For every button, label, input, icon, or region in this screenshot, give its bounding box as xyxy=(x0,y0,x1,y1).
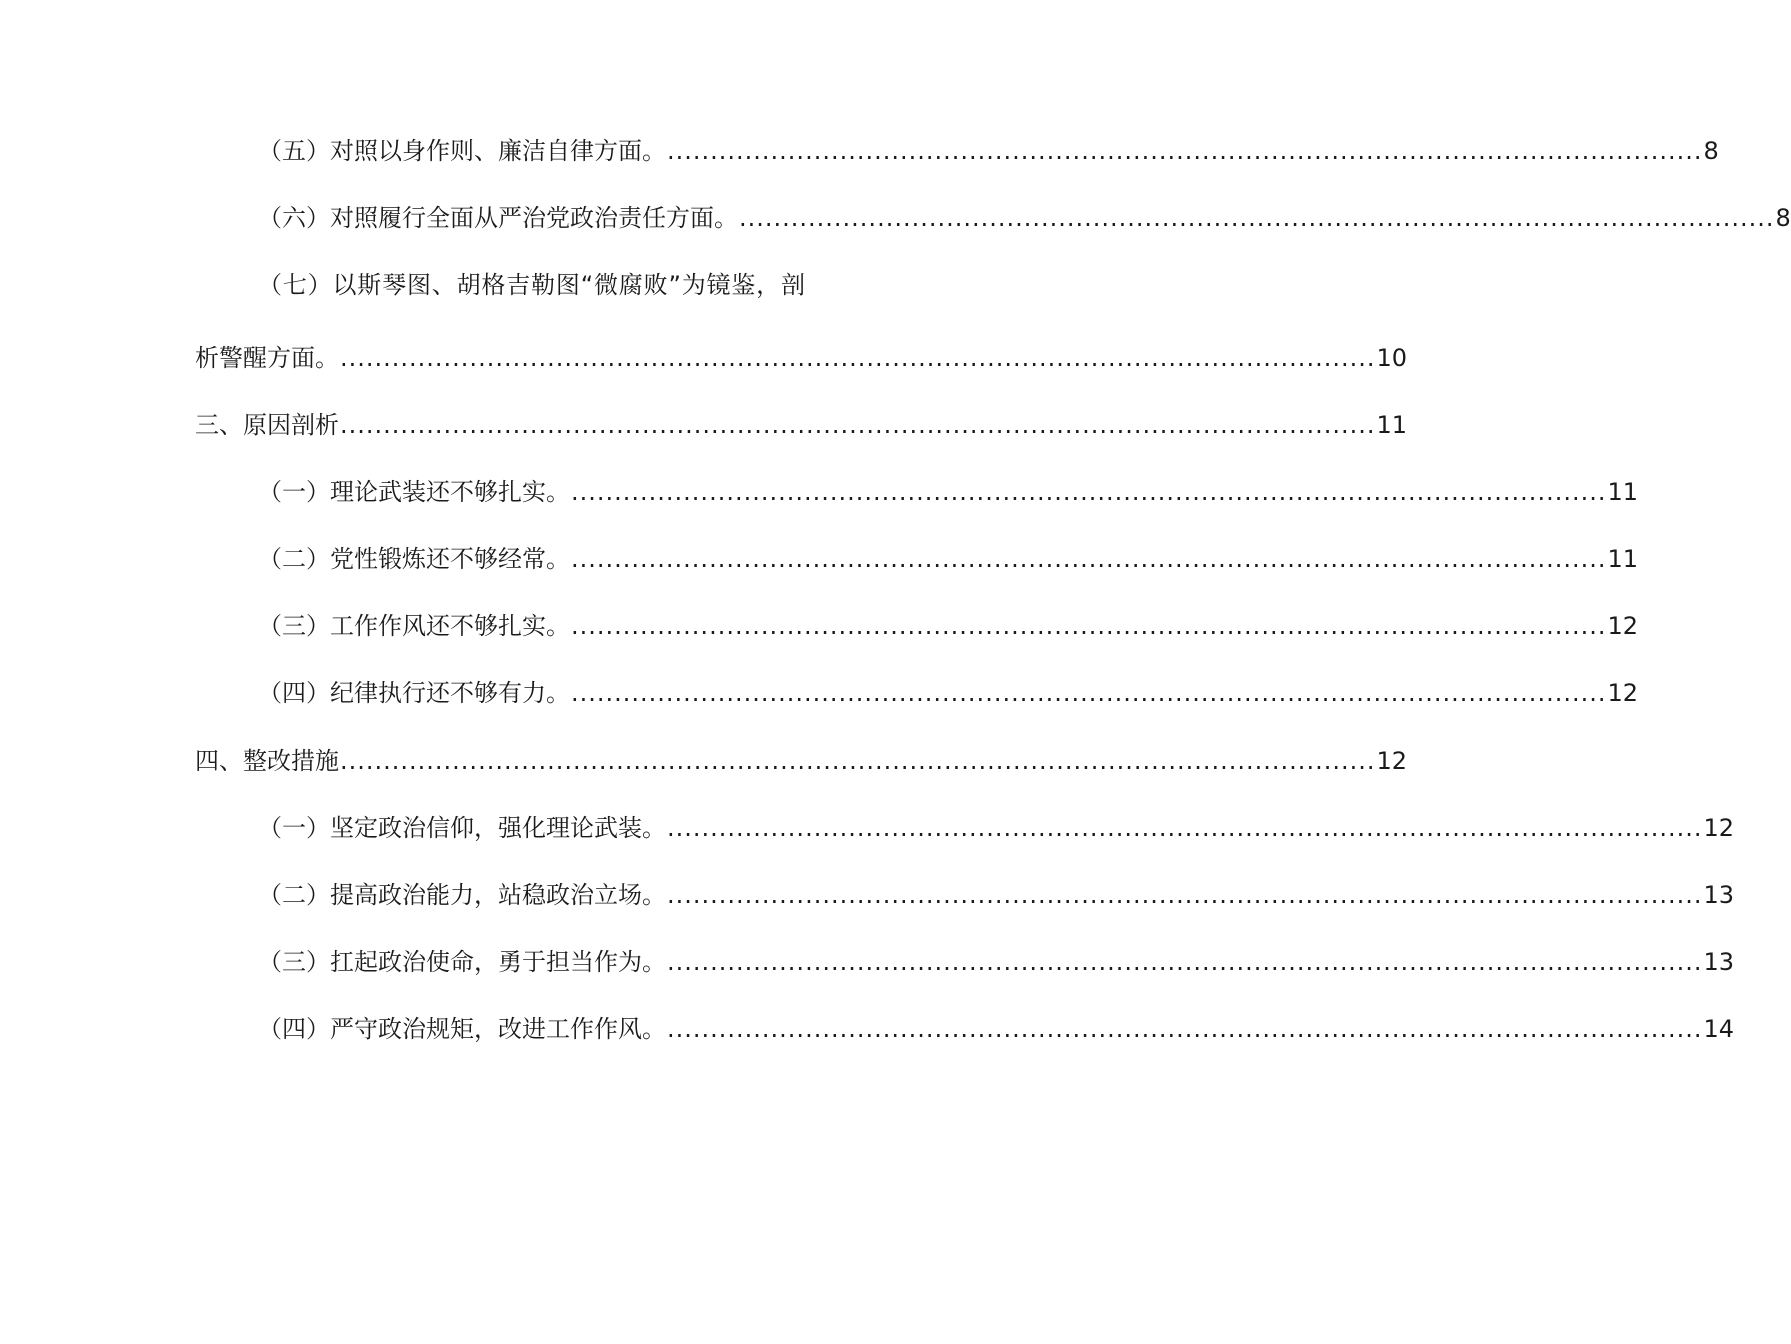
toc-leader-dots: ........................................................................................................................ xyxy=(667,1015,1703,1043)
toc-leader-dots: ........................................................................................................................ xyxy=(571,612,1607,640)
toc-leader-dots: ........................................................................................................................ xyxy=(340,344,1376,372)
toc-entry[interactable] xyxy=(258,1011,1735,1047)
toc-entry-title: （二）党性锻炼还不够经常。 xyxy=(258,545,570,573)
toc-page-number: 11 xyxy=(1607,545,1639,573)
toc-entry-title: （五）对照以身作则、廉洁自律方面。 xyxy=(258,137,666,165)
toc-page-number: 12 xyxy=(1376,747,1408,775)
toc-entry[interactable] xyxy=(258,877,1735,913)
toc-leader-dots: ........................................................................................................................ xyxy=(340,411,1376,439)
toc-entry-title: （六）对照履行全面从严治党政治责任方面。 xyxy=(258,204,738,232)
toc-page-number: 13 xyxy=(1703,881,1735,909)
toc-entry-wrapped-line[interactable]: （七）以斯琴图、胡格吉勒图“微腐败”为镜鉴，剖 xyxy=(258,271,805,299)
toc-entry[interactable] xyxy=(195,340,1408,376)
toc-page-number: 12 xyxy=(1607,612,1639,640)
toc-entry-title: （一）理论武装还不够扎实。 xyxy=(258,478,570,506)
toc-entry-title: （四）纪律执行还不够有力。 xyxy=(258,679,570,707)
toc-entry[interactable] xyxy=(258,133,1719,169)
toc-leader-dots: ........................................................................................................................ xyxy=(667,881,1703,909)
toc-page-number: 11 xyxy=(1376,411,1408,439)
toc-page-number: 8 xyxy=(1775,204,1791,232)
toc-leader-dots: ........................................................................................................................ xyxy=(667,814,1703,842)
toc-entry-title: （四）严守政治规矩，改进工作作风。 xyxy=(258,1015,666,1043)
toc-entry[interactable] xyxy=(258,200,1791,236)
toc-page-number: 8 xyxy=(1703,137,1719,165)
toc-entry-title: （一）坚定政治信仰，强化理论武装。 xyxy=(258,814,666,842)
toc-entry[interactable] xyxy=(195,743,1408,779)
toc-entry[interactable] xyxy=(195,407,1408,443)
toc-leader-dots: ........................................................................................................................ xyxy=(739,204,1775,232)
toc-leader-dots: ........................................................................................................................ xyxy=(571,545,1607,573)
toc-entry[interactable] xyxy=(258,810,1735,846)
toc-leader-dots: ........................................................................................................................ xyxy=(571,679,1607,707)
toc-page-number: 14 xyxy=(1703,1015,1735,1043)
toc-entry[interactable] xyxy=(258,944,1735,980)
toc-entry-title: 四、整改措施 xyxy=(195,747,339,775)
toc-entry-title: （三）工作作风还不够扎实。 xyxy=(258,612,570,640)
toc-entry-title: 析警醒方面。 xyxy=(195,344,339,372)
toc-entry[interactable] xyxy=(258,608,1639,644)
toc-entry[interactable] xyxy=(258,541,1639,577)
toc-entry-title: （二）提高政治能力，站稳政治立场。 xyxy=(258,881,666,909)
toc-entry-title: （三）扛起政治使命，勇于担当作为。 xyxy=(258,948,666,976)
toc-page-number: 11 xyxy=(1607,478,1639,506)
toc-entry[interactable] xyxy=(258,675,1639,711)
toc-leader-dots: ........................................................................................................................ xyxy=(571,478,1607,506)
toc-page-number: 10 xyxy=(1376,344,1408,372)
toc-leader-dots: ........................................................................................................................ xyxy=(667,948,1703,976)
toc-leader-dots: ........................................................................................................................ xyxy=(667,137,1703,165)
toc-page-number: 12 xyxy=(1607,679,1639,707)
toc-leader-dots: ........................................................................................................................ xyxy=(340,747,1376,775)
toc-entry-title: 三、原因剖析 xyxy=(195,411,339,439)
toc-page-number: 13 xyxy=(1703,948,1735,976)
toc-page-number: 12 xyxy=(1703,814,1735,842)
toc-entry[interactable] xyxy=(258,474,1639,510)
